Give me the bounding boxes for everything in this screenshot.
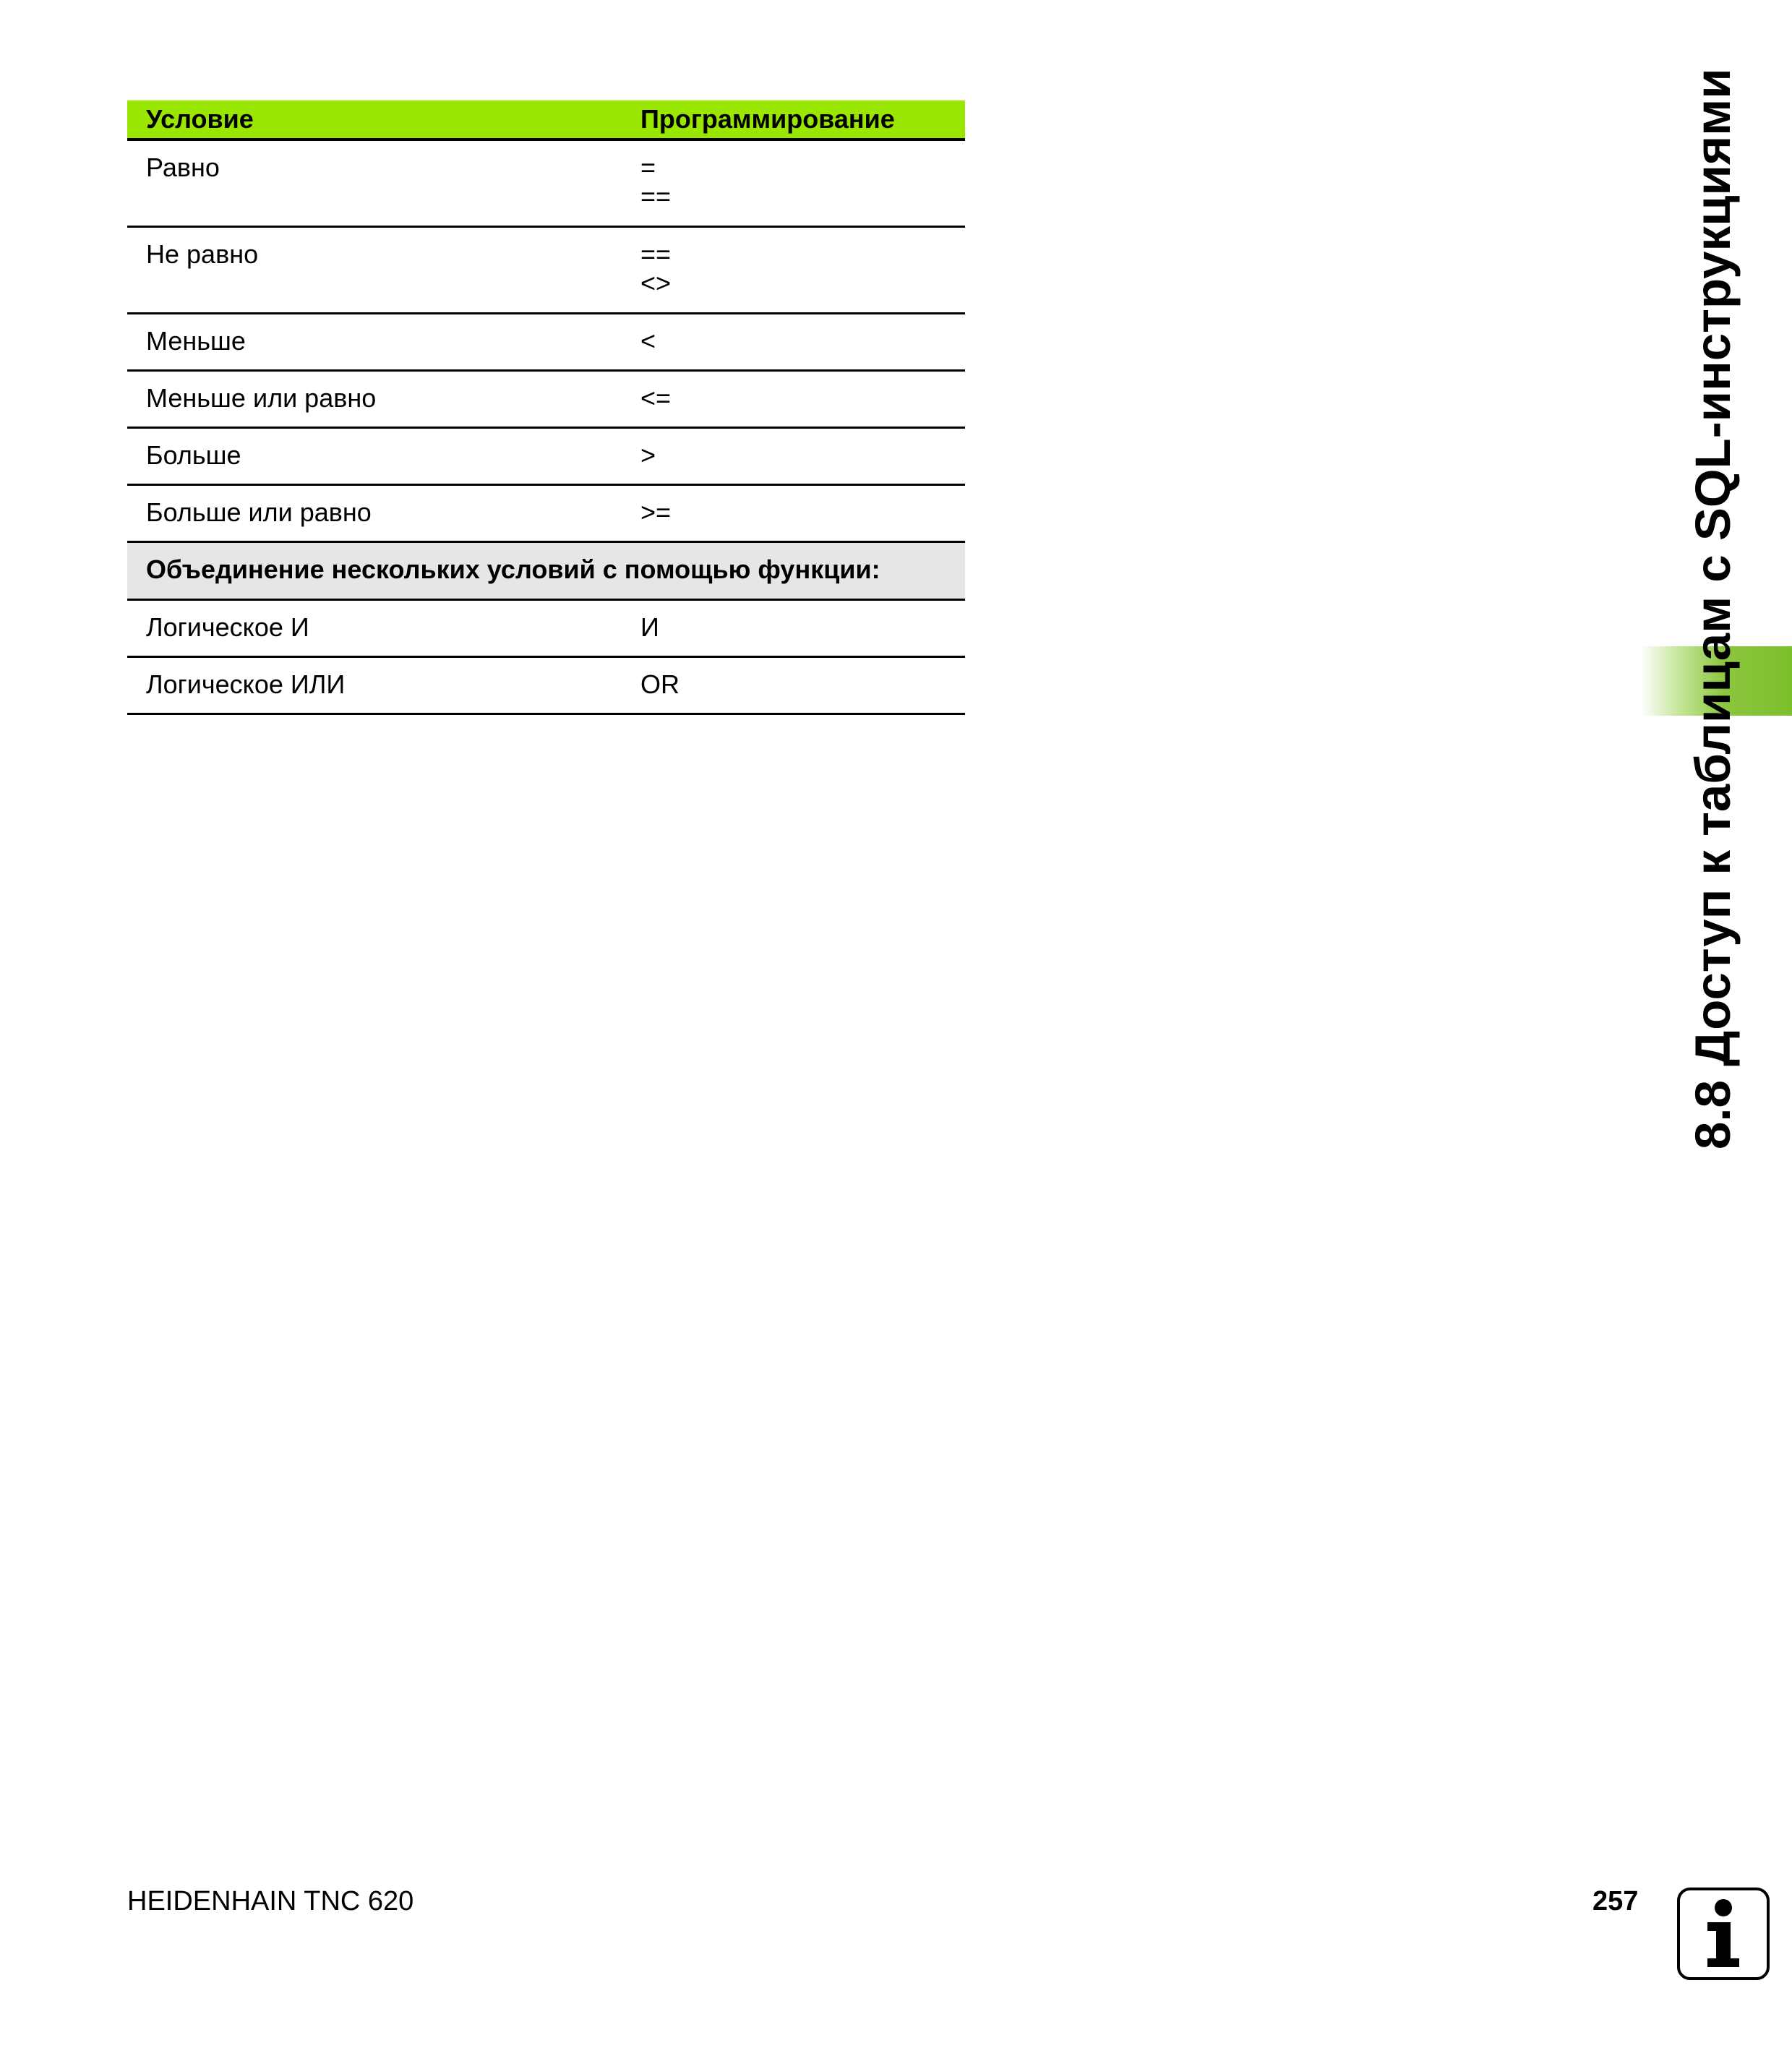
row-condition: Логическое И bbox=[146, 612, 309, 642]
section-title: Объединение нескольких условий с помощью функции: bbox=[146, 554, 880, 584]
symbol: <> bbox=[640, 268, 672, 298]
table-row bbox=[127, 601, 965, 658]
table-row bbox=[127, 372, 965, 429]
table-row bbox=[127, 429, 965, 486]
row-symbols bbox=[640, 153, 965, 226]
symbol: OR bbox=[640, 669, 679, 699]
table-row bbox=[127, 658, 965, 715]
table-row bbox=[127, 486, 965, 543]
symbol: == bbox=[640, 239, 672, 269]
info-icon bbox=[1677, 1888, 1770, 1980]
info-glyph bbox=[1680, 1890, 1767, 1977]
row-condition: Логическое ИЛИ bbox=[146, 669, 346, 699]
chapter-title: 8.8 Доступ к таблицам с SQL-инструкциями bbox=[1685, 68, 1741, 1149]
row-condition: Равно bbox=[146, 153, 220, 182]
section-row bbox=[127, 543, 965, 601]
row-condition: Больше или равно bbox=[146, 497, 372, 527]
symbol: >= bbox=[640, 497, 672, 527]
footer-product: HEIDENHAIN TNC 620 bbox=[127, 1886, 414, 1916]
symbol: == bbox=[640, 181, 672, 211]
symbol: < bbox=[640, 326, 656, 356]
header-condition: Условие bbox=[146, 104, 254, 134]
row-condition: Меньше bbox=[146, 326, 246, 356]
symbol: > bbox=[640, 440, 656, 470]
symbol: И bbox=[640, 612, 659, 642]
row-condition: Не равно bbox=[146, 239, 259, 269]
symbol: <= bbox=[640, 383, 672, 413]
conditions-table bbox=[127, 100, 965, 715]
table-row bbox=[127, 141, 965, 228]
symbol: = bbox=[640, 153, 656, 182]
table-row bbox=[127, 228, 965, 314]
row-condition: Меньше или равно bbox=[146, 383, 377, 413]
table-row bbox=[127, 314, 965, 372]
row-symbols bbox=[640, 240, 965, 312]
table-header bbox=[127, 100, 965, 141]
page-number: 257 bbox=[1592, 1886, 1639, 1916]
header-programming: Программирование bbox=[640, 104, 895, 134]
row-condition: Больше bbox=[146, 440, 241, 470]
